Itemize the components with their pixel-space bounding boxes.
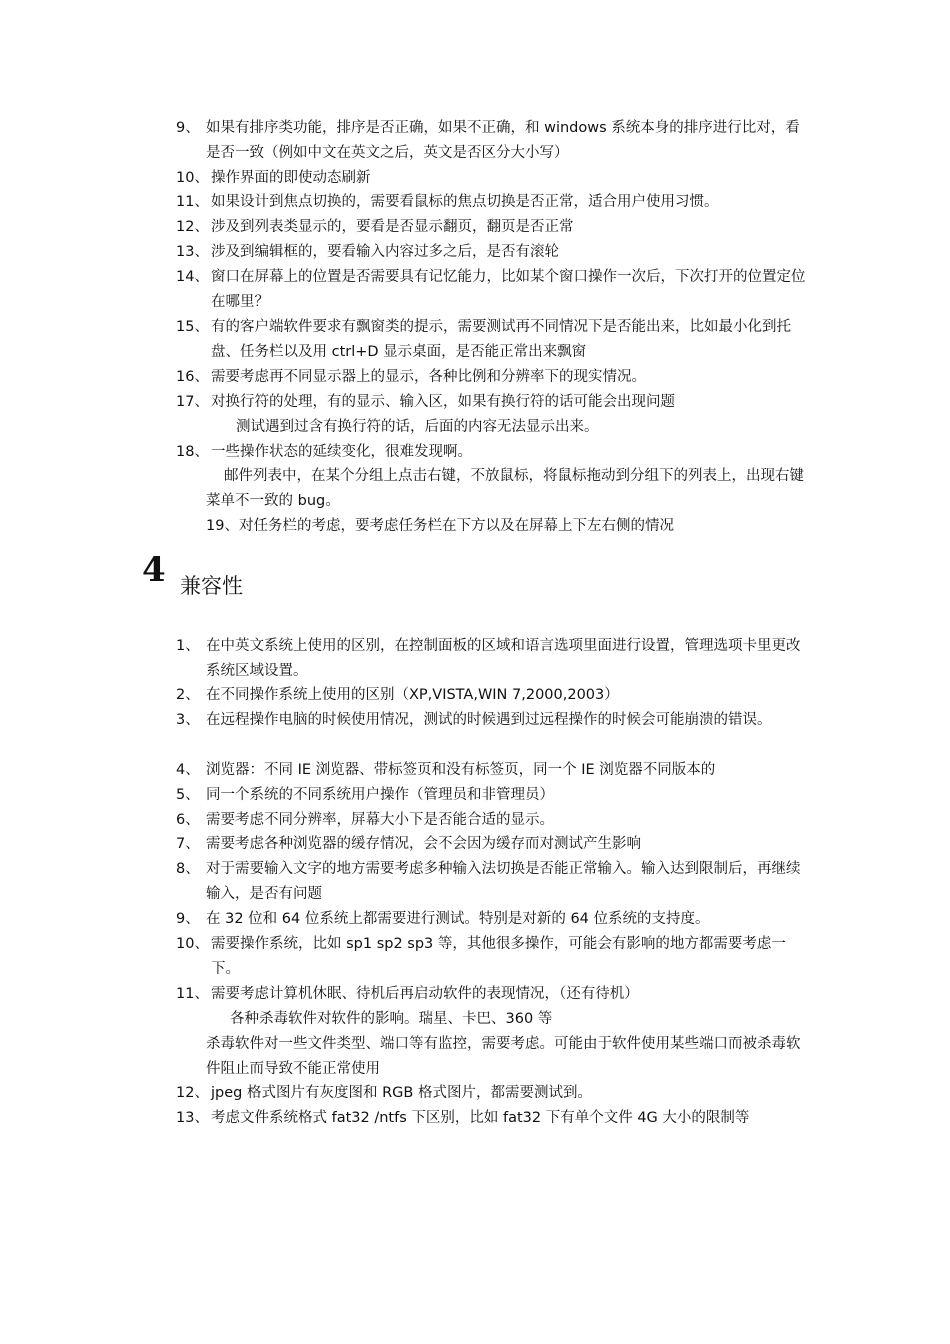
list-item <box>176 190 810 215</box>
item-number: 3、 <box>176 712 200 728</box>
list-item <box>176 832 810 857</box>
item-19-text: 19、对任务栏的考虑，要考虑任务栏在下方以及在屏幕上下左右侧的情况 <box>206 518 674 534</box>
item-number: 4、 <box>176 762 200 778</box>
item-number: 9、 <box>176 911 200 927</box>
list-item <box>176 240 810 265</box>
item-text: 需要考虑计算机休眠、待机后再启动软件的表现情况，（还有待机） <box>211 986 639 1002</box>
item-text: 需要考虑各种浏览器的缓存情况，会不会因为缓存而对测试产生影响 <box>206 836 641 852</box>
item-number: 16、 <box>176 369 209 385</box>
list-item <box>176 982 810 1007</box>
note-text: 杀毒软件对一些文件类型、端口等有监控，需要考虑。可能由于软件使用某些端口而被杀毒软件阻止而导致不能正常使用 <box>206 1036 801 1077</box>
item-number: 14、 <box>176 269 209 285</box>
item-number: 6、 <box>176 812 200 828</box>
list-item <box>176 315 810 364</box>
item-text: 涉及到编辑框的，要看输入内容过多之后，是否有滚轮 <box>211 244 559 260</box>
list-item <box>176 265 810 314</box>
list-item <box>176 758 810 783</box>
item-number: 13、 <box>176 1110 209 1126</box>
note-text: 测试遇到过含有换行符的话，后面的内容无法显示出来。 <box>236 419 599 435</box>
item-text: jpeg 格式图片有灰度图和 RGB 格式图片，都需要测试到。 <box>211 1085 592 1101</box>
item-text: 涉及到列表类显示的，要看是否显示翻页，翻页是否正常 <box>211 219 574 235</box>
item-number: 13、 <box>176 244 209 260</box>
section-title: 兼容性 <box>180 574 243 598</box>
item-text: 在不同操作系统上使用的区别（XP,VISTA,WIN 7,2000,2003） <box>206 687 619 703</box>
list-item <box>176 390 810 415</box>
list-item <box>176 932 810 981</box>
item-number: 5、 <box>176 787 200 803</box>
item-number: 9、 <box>176 120 200 136</box>
item-text: 对于需要输入文字的地方需要考虑多种输入法切换是否能正常输入。输入达到限制后，再继续输入，是否有问题 <box>206 861 801 902</box>
item-text: 操作界面的即使动态刷新 <box>211 170 371 186</box>
item-text: 在中英文系统上使用的区别，在控制面板的区域和语言选项里面进行设置，管理选项卡里更改系统区域设置。 <box>206 638 801 679</box>
list-item <box>176 783 810 808</box>
list-item <box>176 365 810 390</box>
item-number: 11、 <box>176 194 209 210</box>
list-item <box>176 708 810 733</box>
item-number: 12、 <box>176 1085 209 1101</box>
section-number: 4 <box>142 550 166 590</box>
list-item <box>176 634 810 683</box>
list-item <box>176 683 810 708</box>
item-text: 对换行符的处理，有的显示、输入区，如果有换行符的话可能会出现问题 <box>211 394 675 410</box>
item-text: 在远程操作电脑的时候使用情况，测试的时候遇到过远程操作的时候会可能崩溃的错误。 <box>206 712 772 728</box>
list-item <box>176 166 810 191</box>
item-text: 如果有排序类功能，排序是否正确，如果不正确，和 windows 系统本身的排序进行比对，看是否一致（例如中文在英文之后，英文是否区分大小写） <box>206 120 800 161</box>
item-text: 需要操作系统，比如 sp1 sp2 sp3 等，其他很多操作，可能会有影响的地方都需要考虑一下。 <box>211 936 786 977</box>
item-text: 在 32 位和 64 位系统上都需要进行测试。特别是对新的 64 位系统的支持度。 <box>206 911 710 927</box>
item-text: 一些操作状态的延续变化，很难发现啊。 <box>211 444 472 460</box>
item-number: 12、 <box>176 219 209 235</box>
list-item <box>176 1106 810 1131</box>
item-number: 7、 <box>176 836 200 852</box>
list-item <box>176 116 810 165</box>
note-text: 邮件列表中，在某个分组上点击右键，不放鼠标，将鼠标拖动到分组下的列表上，出现右键菜单不一致的 bug。 <box>206 468 804 509</box>
list-item <box>176 808 810 833</box>
list-item <box>176 1081 810 1106</box>
item-number: 1、 <box>176 638 200 654</box>
item-text: 有的客户端软件要求有飘窗类的提示，需要测试再不同情况下是否能出来，比如最小化到托盘、任务栏以及用 ctrl+D 显示桌面，是否能正常出来飘窗 <box>211 319 791 360</box>
item-text: 浏览器：不同 IE 浏览器、带标签页和没有标签页，同一个 IE 浏览器不同版本的 <box>206 762 716 778</box>
item-text: 窗口在屏幕上的位置是否需要具有记忆能力，比如某个窗口操作一次后，下次打开的位置定位在哪里？ <box>211 269 806 310</box>
note-text: 各种杀毒软件对软件的影响。瑞星、卡巴、360 等 <box>230 1011 553 1027</box>
item-text: 如果设计到焦点切换的，需要看鼠标的焦点切换是否正常，适合用户使用习惯。 <box>211 194 719 210</box>
item-number: 10、 <box>176 170 209 186</box>
item-number: 18、 <box>176 444 209 460</box>
list-item <box>176 215 810 240</box>
item-text: 需要考虑不同分辨率，屏幕大小下是否能合适的显示。 <box>206 812 554 828</box>
item-text: 需要考虑再不同显示器上的显示，各种比例和分辨率下的现实情况。 <box>211 369 646 385</box>
item-number: 2、 <box>176 687 200 703</box>
item-number: 15、 <box>176 319 209 335</box>
item-number: 17、 <box>176 394 209 410</box>
item-number: 11、 <box>176 986 209 1002</box>
list-item <box>176 907 810 932</box>
item-text: 考虑文件系统格式 fat32 /ntfs 下区别，比如 fat32 下有单个文件 4G 大小的限制等 <box>211 1110 750 1126</box>
item-text: 同一个系统的不同系统用户操作（管理员和非管理员） <box>206 787 554 803</box>
list-item <box>176 440 810 465</box>
item-number: 8、 <box>176 861 200 877</box>
list-item <box>176 857 810 906</box>
item-number: 10、 <box>176 936 209 952</box>
